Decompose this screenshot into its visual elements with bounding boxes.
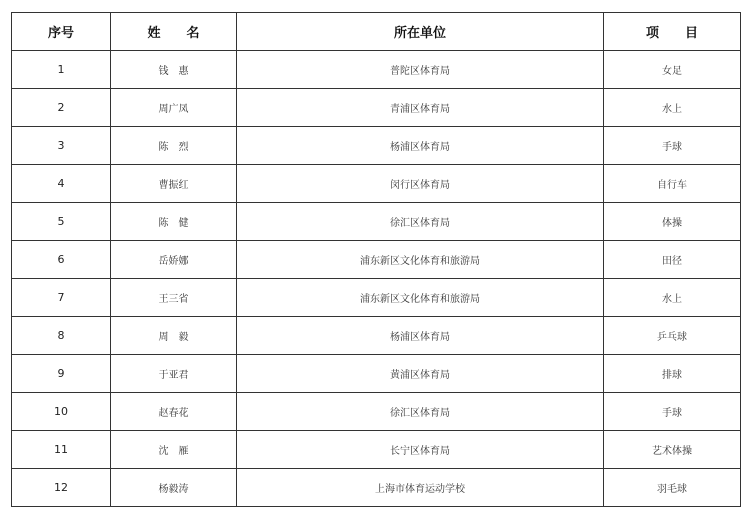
cell-unit: 黄浦区体育局 <box>237 355 604 393</box>
cell-index: 9 <box>12 355 111 393</box>
cell-project: 排球 <box>604 355 741 393</box>
header-project: 项 目 <box>604 13 741 51</box>
cell-unit: 上海市体育运动学校 <box>237 469 604 507</box>
cell-project: 女足 <box>604 51 741 89</box>
cell-unit: 长宁区体育局 <box>237 431 604 469</box>
header-row <box>12 13 741 51</box>
header-index: 序号 <box>12 13 111 51</box>
cell-index: 7 <box>12 279 111 317</box>
table-body <box>12 51 741 507</box>
cell-unit: 青浦区体育局 <box>237 89 604 127</box>
cell-index: 10 <box>12 393 111 431</box>
personnel-table <box>11 12 741 507</box>
cell-unit: 徐汇区体育局 <box>237 393 604 431</box>
table-header <box>12 13 741 51</box>
cell-unit: 杨浦区体育局 <box>237 317 604 355</box>
table-row <box>12 317 741 355</box>
cell-index: 5 <box>12 203 111 241</box>
cell-project: 手球 <box>604 127 741 165</box>
cell-project: 手球 <box>604 393 741 431</box>
cell-name: 陈 烈 <box>111 127 237 165</box>
cell-index: 1 <box>12 51 111 89</box>
table-row <box>12 127 741 165</box>
table-row <box>12 393 741 431</box>
cell-name: 王三省 <box>111 279 237 317</box>
cell-name: 赵春花 <box>111 393 237 431</box>
cell-name: 陈 健 <box>111 203 237 241</box>
cell-name: 钱 惠 <box>111 51 237 89</box>
table-row <box>12 203 741 241</box>
cell-name: 曹振红 <box>111 165 237 203</box>
cell-unit: 杨浦区体育局 <box>237 127 604 165</box>
cell-name: 杨毅涛 <box>111 469 237 507</box>
cell-name: 周广凤 <box>111 89 237 127</box>
cell-project: 自行车 <box>604 165 741 203</box>
cell-index: 11 <box>12 431 111 469</box>
cell-name: 周 毅 <box>111 317 237 355</box>
cell-project: 田径 <box>604 241 741 279</box>
cell-unit: 徐汇区体育局 <box>237 203 604 241</box>
table-row <box>12 431 741 469</box>
cell-unit: 闵行区体育局 <box>237 165 604 203</box>
cell-unit: 普陀区体育局 <box>237 51 604 89</box>
table-row <box>12 89 741 127</box>
table-row <box>12 469 741 507</box>
header-name: 姓 名 <box>111 13 237 51</box>
cell-index: 2 <box>12 89 111 127</box>
cell-project: 艺术体操 <box>604 431 741 469</box>
cell-project: 水上 <box>604 279 741 317</box>
cell-name: 沈 雁 <box>111 431 237 469</box>
cell-name: 岳娇娜 <box>111 241 237 279</box>
cell-index: 3 <box>12 127 111 165</box>
table-row <box>12 355 741 393</box>
table-row <box>12 51 741 89</box>
header-unit: 所在单位 <box>237 13 604 51</box>
table-row <box>12 279 741 317</box>
cell-unit: 浦东新区文化体育和旅游局 <box>237 279 604 317</box>
cell-project: 乒乓球 <box>604 317 741 355</box>
cell-index: 8 <box>12 317 111 355</box>
table-row <box>12 241 741 279</box>
cell-index: 12 <box>12 469 111 507</box>
cell-index: 4 <box>12 165 111 203</box>
table-row <box>12 165 741 203</box>
cell-project: 羽毛球 <box>604 469 741 507</box>
cell-project: 体操 <box>604 203 741 241</box>
cell-unit: 浦东新区文化体育和旅游局 <box>237 241 604 279</box>
cell-name: 于亚君 <box>111 355 237 393</box>
cell-index: 6 <box>12 241 111 279</box>
cell-project: 水上 <box>604 89 741 127</box>
